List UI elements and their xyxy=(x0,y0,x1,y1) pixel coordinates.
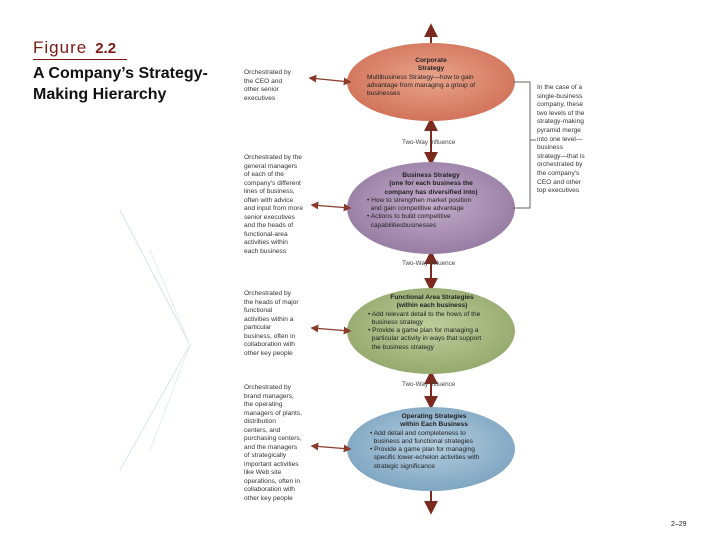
left-arrow-3 xyxy=(312,328,350,331)
left-arrow-1 xyxy=(310,78,350,82)
figure-number: 2.2 xyxy=(95,40,117,57)
note-single-business: In the case of a single-business company, these two levels of the strategy-making pyramid merge into one level— business strategy—that is orchestrated by the company's CEO and other top executives xyxy=(537,84,585,195)
figure-word: Figure xyxy=(33,38,88,57)
note-corporate: Orchestrated by the CEO and other senior executives xyxy=(244,69,291,102)
business-title-1: Business Strategy xyxy=(402,172,460,179)
left-arrow-4 xyxy=(312,446,350,449)
business-title-3: company has diversified into) xyxy=(384,188,478,196)
right-bracket xyxy=(513,82,530,208)
business-title-2: (one for each business the xyxy=(389,180,473,188)
operating-title-2: within Each Business xyxy=(400,421,468,429)
business-strategy-text: Business Strategy (one for each business the company has diversified into) • How to strengthen market position and gain competitive advantage • Actions to build competitive capabilitiesbusinesses xyxy=(367,172,495,230)
left-arrow-2 xyxy=(312,205,350,208)
two-way-label-1: Two-Way Influence xyxy=(402,139,456,146)
functional-strategy-text: Functional Area Strategies (within each business) • Add relevant detail to the hows of the business strategy • Provide a game plan for managing a particular activity in ways that support the business strategy xyxy=(368,294,496,352)
functional-title-2: (within each business) xyxy=(396,302,468,310)
slide-title-line-2: Making Hierarchy xyxy=(33,86,167,103)
slide-title-line-1: A Company’s Strategy- xyxy=(33,65,208,82)
note-business: Orchestrated by the general managers of each of the company's different lines of business, often with advice and input from more senior executives and the heads of functional-area activities within each business xyxy=(244,154,304,255)
corporate-title-2: Strategy xyxy=(417,65,445,73)
note-functional: Orchestrated by the heads of major functional activities within a particular business, often in collaboration with other key people xyxy=(244,290,299,357)
two-way-label-2: Two-Way Influence xyxy=(402,260,456,267)
corporate-strategy-text: Corporate Strategy Multibusiness Strategy—how to gain advantage from managing a group of businesses xyxy=(367,57,495,98)
operating-strategy-text: Operating Strategies within Each Business • Add detail and completeness to business and functional strategies • Provide a game plan for managing specific lower-echelon activities with strategic significance xyxy=(370,413,498,471)
two-way-label-3: Two-Way Influence xyxy=(402,381,456,388)
note-operating: Orchestrated by brand managers, the operating managers of plants, distribution centers, and purchasing centers, and the managers of strategically important activities like Web site operations, often in collaboration with other key people xyxy=(244,384,302,502)
functional-title-1: Functional Area Strategies xyxy=(390,294,474,301)
operating-title-1: Operating Strategies xyxy=(401,413,467,420)
corporate-title-1: Corporate xyxy=(415,57,447,64)
page-number: 2–29 xyxy=(671,521,687,528)
